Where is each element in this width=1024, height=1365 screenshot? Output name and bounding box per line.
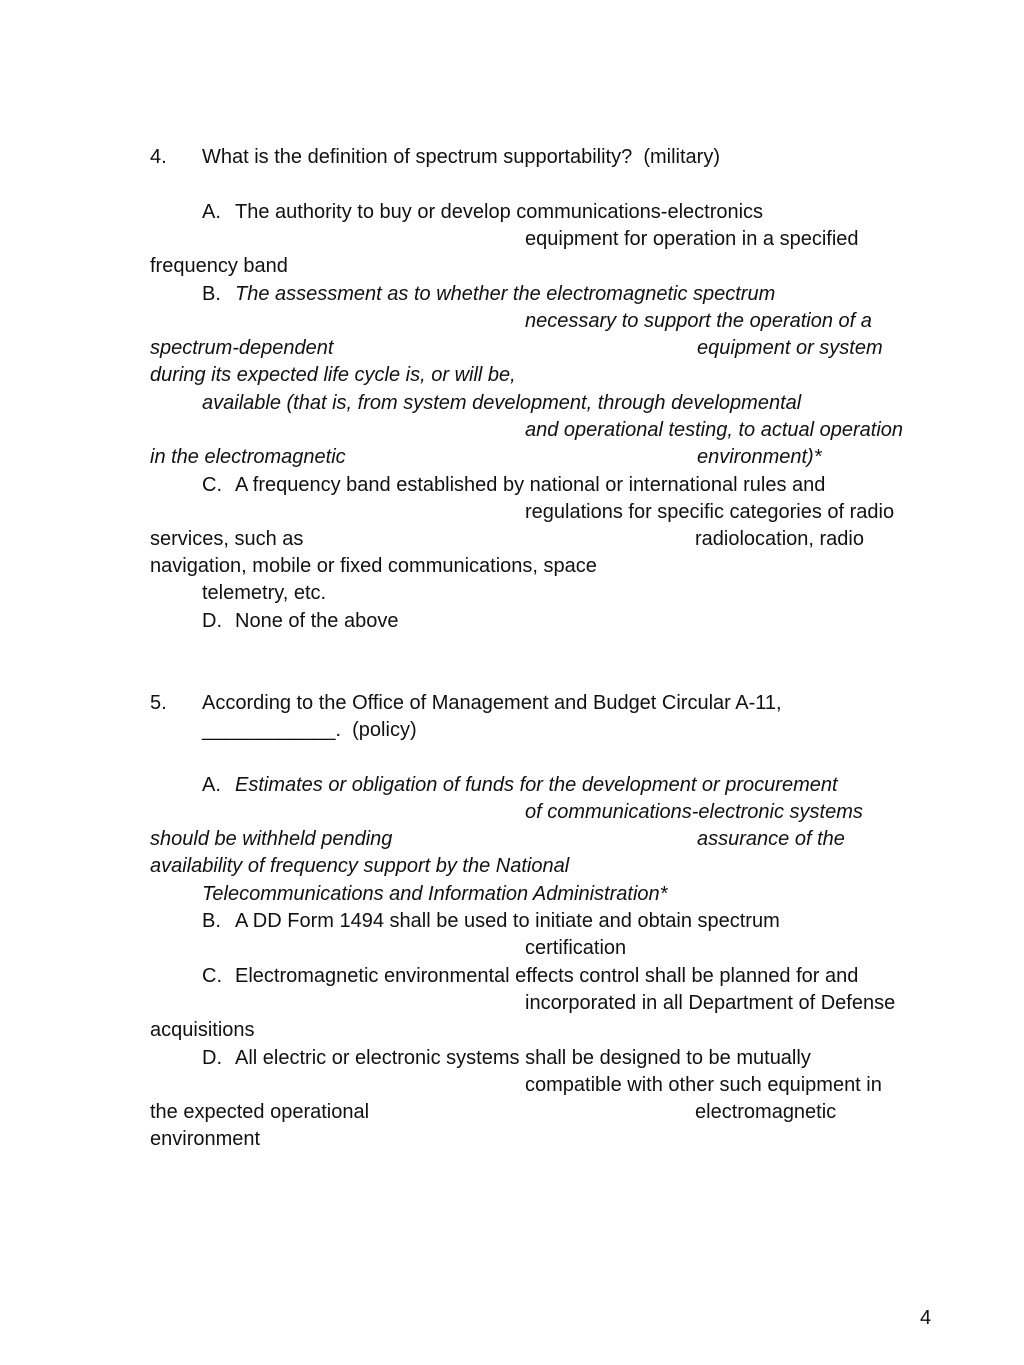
q4-option-b-line: in the electromagnetic [150,446,346,468]
q4-option-b-line: spectrum-dependent [150,337,334,359]
q4-option-b-line: during its expected life cycle is, or will be, [150,364,516,386]
q5-option-b-line: A DD Form 1494 shall be used to initiate and obtain spectrum [235,910,780,932]
q5-option-b-letter: B. [202,910,221,932]
q4-option-b-line: and operational testing, to actual operation [525,419,904,441]
q4-option-a-letter: A. [202,201,221,223]
q5-option-a-line: availability of frequency support by the National [150,855,570,877]
q4-option-b-letter: B. [202,283,221,305]
q4-option-c-line: telemetry, etc. [202,582,327,604]
q4-option-a-line: frequency band [150,255,288,277]
q5-option-c-line: incorporated in all Department of Defense [525,992,896,1014]
q5-option-d-line: environment [150,1128,261,1150]
q5-option-d-letter: D. [202,1047,222,1069]
q4-option-b-line: necessary to support the operation of a [525,310,872,332]
q4-option-c-letter: C. [202,474,222,496]
q4-option-c-line: services, such as [150,528,304,550]
q5-option-a-line: should be withheld pending [150,828,393,850]
q4-option-b-line: equipment or system [697,337,883,359]
question-5-stem: ____________. (policy) [202,719,417,741]
question-5-stem: According to the Office of Management and Budget Circular A-11, [202,692,782,714]
page-number: 4 [920,1307,932,1329]
q5-option-b-line: certification [525,937,627,959]
q5-option-a-line: assurance of the [697,828,845,850]
q4-option-b-line: environment)* [697,446,822,468]
q4-option-a-line: equipment for operation in a specified [525,228,859,250]
q4-option-c-line: A frequency band established by national or international rules and [235,474,826,496]
q5-option-a-line: of communications-electronic systems [525,801,863,823]
question-4-stem: What is the definition of spectrum supportability? (military) [202,146,720,168]
q5-option-c-letter: C. [202,965,222,987]
q5-option-a-line: Telecommunications and Information Administration* [202,883,668,905]
q5-option-c-line: acquisitions [150,1019,255,1041]
question-5-number: 5. [150,692,167,714]
q4-option-d-line: None of the above [235,610,399,632]
q5-option-a-letter: A. [202,774,221,796]
question-4-number: 4. [150,146,167,168]
q5-option-d-line: electromagnetic [695,1101,837,1123]
q4-option-c-line: radiolocation, radio [695,528,864,550]
q4-option-b-line: available (that is, from system development, through developmental [202,392,802,414]
q5-option-d-line: compatible with other such equipment in [525,1074,882,1096]
q4-option-c-line: navigation, mobile or fixed communications, space [150,555,597,577]
q5-option-a-line: Estimates or obligation of funds for the development or procurement [235,774,838,796]
q4-option-a-line: The authority to buy or develop communications-electronics [235,201,764,223]
q4-option-b-line: The assessment as to whether the electromagnetic spectrum [235,283,776,305]
q5-option-c-line: Electromagnetic environmental effects control shall be planned for and [235,965,859,987]
q5-option-d-line: All electric or electronic systems shall be designed to be mutually [235,1047,811,1069]
q5-option-d-line: the expected operational [150,1101,370,1123]
q4-option-c-line: regulations for specific categories of radio [525,501,895,523]
q4-option-d-letter: D. [202,610,222,632]
